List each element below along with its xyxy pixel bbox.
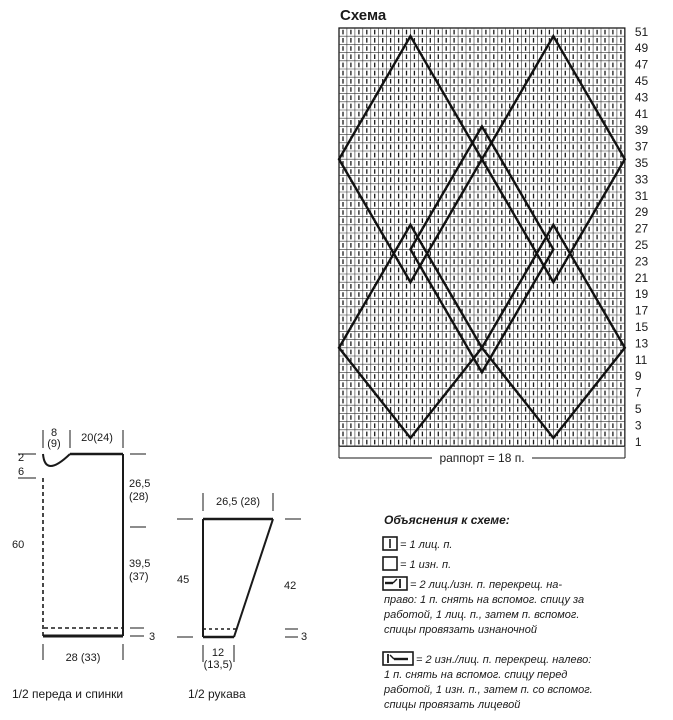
row-number: 49: [634, 41, 649, 56]
legend-left-cross-line-4: спицы провязать лицевой: [384, 699, 521, 711]
right-cross-icon: [383, 577, 407, 590]
row-number: 1: [634, 434, 642, 449]
row-number: 19: [634, 287, 649, 302]
row-number: 17: [634, 303, 649, 318]
row-number: 9: [634, 369, 642, 384]
armhole-height-alt-value: (28): [129, 491, 149, 503]
row-number: 3: [634, 418, 642, 433]
chart-row-numbers: [635, 25, 649, 449]
row-number: 47: [634, 57, 649, 72]
legend-left-cross-line-3: работой, 1 изн. п., затем п. со вспомог.: [384, 684, 593, 696]
legend-left-cross-line-2: 1 п. снять на вспомог. спицу перед: [384, 669, 568, 681]
row-number: 45: [634, 74, 649, 88]
total-height-value: 60: [12, 539, 25, 551]
bottom-width-value: 28 (33): [65, 652, 101, 664]
left-cross-icon: [383, 652, 413, 665]
row-number: 23: [634, 254, 649, 269]
row-number: 37: [634, 139, 649, 154]
neck-depth-top-value: 2: [18, 452, 25, 464]
legend-right-cross-line-3: работой, 1 лиц. п., затем п. вспомог.: [384, 609, 580, 621]
legend-right-cross-line-1: = 2 лиц./изн. п. перекрещ. на-: [410, 579, 563, 591]
row-number: 5: [634, 402, 642, 416]
neck-width-alt-value: (9): [47, 438, 61, 450]
row-number: 25: [634, 238, 649, 252]
front-caption: 1/2 переда и спинки: [12, 687, 124, 701]
legend-right-cross-line-2: право: 1 п. снять на вспомог. спицу за: [384, 594, 585, 606]
row-number: 29: [634, 205, 649, 220]
side-height-alt-value: (37): [129, 571, 149, 583]
side-height-value: 39,5: [129, 558, 151, 570]
front-back-schematic: [18, 430, 146, 660]
stitch-chart-grid: [339, 28, 625, 446]
row-number: 33: [634, 172, 649, 187]
legend-heading: Объяснения к схеме:: [384, 513, 510, 527]
cuff-width-alt-value: (13,5): [203, 659, 233, 671]
sleeve-right-height-value: 42: [284, 580, 297, 592]
sleeve-left-height-value: 45: [177, 574, 190, 586]
armhole-height-value: 26,5: [129, 478, 151, 490]
sleeve-caption: 1/2 рукава: [188, 687, 246, 701]
row-number: 41: [634, 106, 649, 121]
row-number: 21: [634, 270, 649, 285]
row-number: 11: [634, 352, 648, 367]
repeat-label: раппорт = 18 п.: [439, 451, 525, 465]
neck-width-value: 8: [50, 427, 58, 439]
row-number: 13: [634, 336, 649, 351]
front-hem-value: 3: [149, 631, 156, 643]
purl-stitch-icon: [383, 557, 397, 570]
legend-knit-text: = 1 лиц. п.: [400, 539, 453, 551]
knit-stitch-icon: [383, 537, 397, 550]
row-number: 7: [634, 385, 642, 400]
chart-title: Схема: [340, 7, 387, 24]
row-number: 43: [634, 90, 649, 105]
sleeve-top-width-value: 26,5 (28): [215, 496, 261, 508]
legend-left-cross-line-1: = 2 изн./лиц. п. перекрещ. налево:: [416, 654, 592, 666]
row-number: 51: [634, 24, 649, 39]
row-number: 27: [634, 221, 649, 236]
cuff-width-value: 12: [211, 647, 225, 659]
row-number: 15: [634, 320, 649, 334]
row-number: 31: [634, 188, 649, 203]
neck-depth-value: 6: [18, 466, 25, 478]
sleeve-hem-value: 3: [301, 631, 308, 643]
shoulder-width-value: 20(24): [81, 432, 113, 444]
row-number: 39: [634, 123, 649, 138]
legend-purl-text: = 1 изн. п.: [400, 559, 452, 571]
legend-right-cross-line-4: спицы провязать изнаночной: [384, 624, 537, 636]
row-number: 35: [634, 156, 649, 170]
sleeve-schematic: [177, 493, 301, 662]
